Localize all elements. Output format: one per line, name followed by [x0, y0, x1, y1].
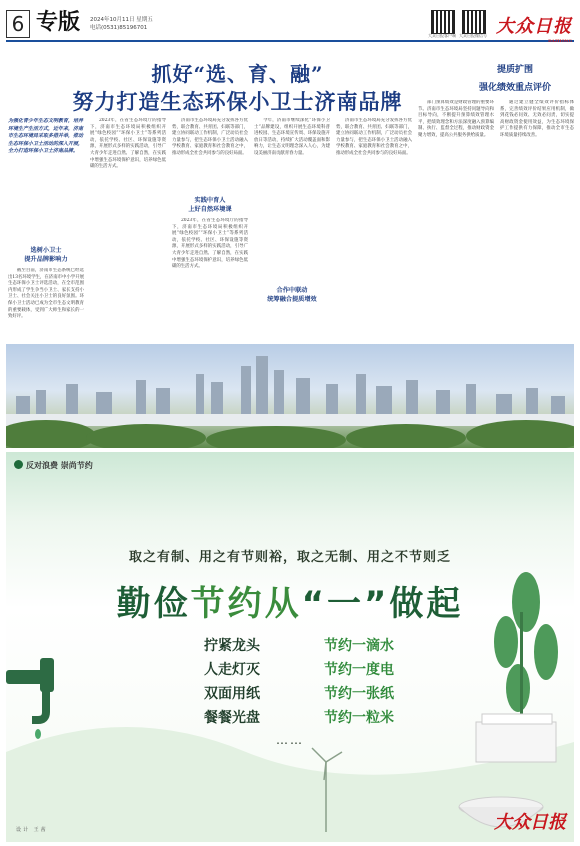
public-service-banner — [6, 452, 574, 842]
paragraph: 通过建立健全绩效评价指标体系，完善绩效评价结果应用机制，做到花钱必问效、无效必问责，切实提高财政资金使用效益，为生态环境保护工作提供有力保障，推动全市生态环境质量持续改善。 — [500, 100, 574, 138]
subhead-cooperate: 合作中联动 统筹融合提质增效 — [254, 286, 330, 304]
qr-caption: 大众日报客户端 — [428, 33, 456, 38]
subhead-nurture: 实践中育人 上好自然环境课 — [188, 197, 232, 213]
city-skyline-photo — [6, 344, 574, 448]
slogan-row — [204, 682, 394, 706]
banner-logo: 大众日报 — [494, 812, 566, 833]
paragraph: 截至目前，济南市生态系统已经选出13名环境学生，在济南市中小学开展生态环保小卫士评选活动，在全市范围内形成了学生争当小卫士、家长支持小卫士、社会关注小卫士的良好氛围。环保小卫士活动已成为全市生态文明教育的重要载体，受到广大师生和家长的一致好评。 — [8, 268, 84, 320]
paragraph: 济南市生态环境局充分发挥各方优势，联合教育、共青团、妇联等部门，建立协同联动工作机制，广泛动员社会力量参与，把生态环保小卫士活动融入学校教育、家庭教育和社会教育之中，推动形成全社会共同参与的良好局面。 — [172, 118, 248, 156]
banner-title-part: “一” — [301, 584, 390, 624]
paragraph: 济南市生态环境局充分发挥各方优势，联合教育、共青团、妇联等部门，建立协同联动工作机制，广泛动员社会力量参与，把生态环保小卫士活动融入学校教育、家庭教育和社会教育之中，推动形成全社会共同参与的良好局面。 — [336, 118, 412, 156]
faucet-icon — [6, 658, 54, 739]
paragraph: 今年，济南市继续深化“环保小卫士”品牌建设，组织开展生态环境科普进校园、生态环境宣传周、环保设施开放日等活动，持续扩大活动覆盖面和影响力，让生态文明理念深入人心，为建设美丽济南贡献青春力量。 — [254, 118, 330, 156]
banner-title-part: 勤俭 — [116, 584, 191, 624]
page-header — [6, 6, 574, 42]
skyline-illustration — [6, 344, 574, 448]
newspaper-logo — [496, 12, 572, 43]
designer-credit: 设计 王茜 — [16, 827, 48, 833]
banner-subtitle: 取之有制、用之有节则裕，取之无制、用之不节则乏 — [128, 550, 451, 565]
qr-code-icon[interactable] — [462, 10, 486, 34]
banner-title-part: 做起 — [389, 584, 464, 624]
paragraph: 部门预算绩效是财政管理的重要环节。济南市生态环境局坚持问题导向和目标导向，不断提升预算绩效管理水平，把绩效理念和方法深度融入预算编制、执行、监督全过程，推动财政资金聚力增效，提高公共服务供给质量。 — [418, 100, 494, 138]
banner-title — [6, 576, 574, 625]
article-column — [500, 100, 574, 340]
issue-date: 2024年10月11日 星期五 — [90, 17, 153, 23]
section-title: 专版 — [36, 10, 81, 35]
qr-code-icon[interactable] — [431, 10, 455, 34]
article-column — [172, 118, 248, 190]
slogan-saving: 节约一度电 — [324, 662, 394, 678]
paragraph: 2023年，在省生态环境厅的指导下，济南市生态环境局积极组织开展“绿色校园”“环保小卫士”等系列活动，依托学校、社区、环保设施等资源，开展形式多样的实践活动，引导广大青少年走进自然、了解自然，在实践中增强生态环境保护意识，培养绿色低碳的生活方式。 — [90, 118, 166, 170]
article-lead: 为强化青少年生态文明教育，培养环境生产生活方式，近年来，济南市生态环境局采取多措并举，推动生态环保小卫士活动的深入开展，全力打造环保小卫士济南品牌。 — [8, 118, 84, 155]
slogan-saving: 节约一张纸 — [324, 686, 394, 702]
banner-ellipsis: …… — [276, 733, 304, 747]
slogan-action: 餐餐光盘 — [204, 710, 260, 726]
qr-caption: 大众日报微信号 — [459, 33, 487, 38]
article-column — [90, 118, 166, 340]
article-column — [172, 218, 248, 340]
page-number: 6 — [6, 10, 30, 38]
logo-subtext: DAZHONG — [548, 38, 572, 43]
slogan-row — [204, 634, 394, 658]
headline-title: 努力打造生态环保小卫士济南品牌 — [72, 89, 403, 114]
slogan-saving: 节约一粒米 — [324, 710, 394, 726]
subhead-select: 选树小卫士 提升品牌影响力 — [24, 247, 68, 263]
headline-kicker: 抓好“选、育、融” — [151, 62, 324, 86]
article-column — [336, 118, 412, 340]
article-column — [8, 268, 84, 340]
article-column — [418, 100, 494, 340]
slogan-list — [204, 634, 394, 730]
slogan-row — [204, 658, 394, 682]
banner-title-part: 节约从 — [190, 584, 302, 624]
slogan-row — [204, 706, 394, 730]
logo-text: 大众日报 — [496, 16, 572, 37]
issue-meta — [90, 16, 153, 32]
slogan-action: 双面用纸 — [204, 686, 260, 702]
slogan-saving: 节约一滴水 — [324, 638, 394, 654]
slogan-action: 拧紧龙头 — [204, 638, 260, 654]
issue-phone: 电话(0531)85196701 — [90, 25, 148, 31]
article-column — [254, 118, 330, 340]
paragraph: 2023年，在省生态环境厅的指导下，济南市生态环境局积极组织开展“绿色校园”“环保小卫士”等系列活动，依托学校、社区、环保设施等资源，开展形式多样的实践活动，引导广大青少年走进自然、了解自然，在实践中增强生态环境保护意识，培养绿色低碳的生活方式。 — [172, 218, 248, 270]
banner-tag-text: 反对浪费 崇尚节约 — [26, 461, 93, 470]
side-article-title: 强化绩效重点评价 — [478, 83, 551, 93]
side-article-kicker: 提质扩围 — [496, 65, 533, 75]
slogan-action: 人走灯灭 — [204, 662, 260, 678]
